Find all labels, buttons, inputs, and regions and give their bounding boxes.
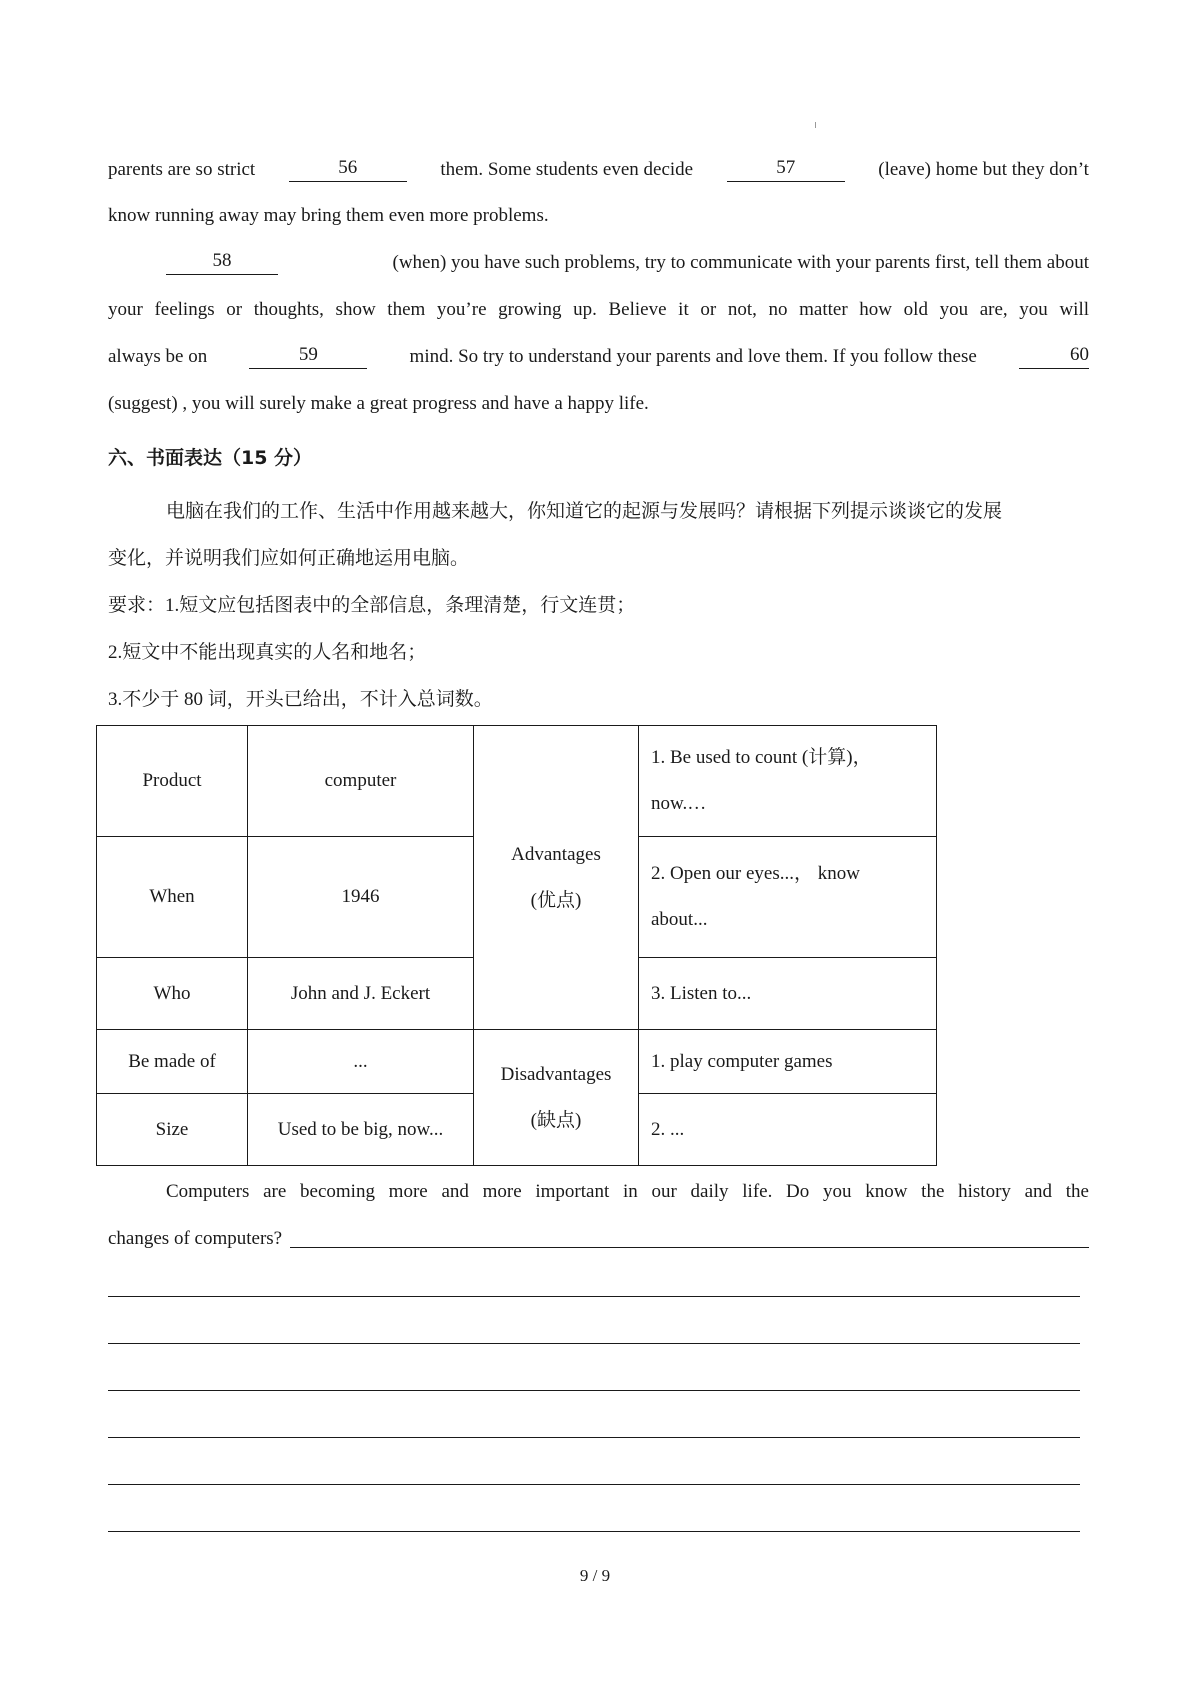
essay-start-text: changes of computers? bbox=[108, 1228, 283, 1249]
passage-text: parents are so strict bbox=[108, 159, 256, 180]
instructions-line-2: 变化，并说明我们应如何正确地运用电脑。 bbox=[108, 548, 470, 569]
size-label: Size bbox=[97, 1094, 248, 1166]
blank-57: 57 bbox=[727, 158, 845, 182]
disadvantage-2: 2. ... bbox=[639, 1094, 937, 1166]
writing-line[interactable] bbox=[108, 1437, 1080, 1438]
writing-line[interactable] bbox=[108, 1531, 1080, 1532]
who-value: John and J. Eckert bbox=[248, 958, 474, 1030]
blank-58: 58 bbox=[166, 251, 278, 275]
blank-56: 56 bbox=[289, 158, 407, 182]
when-label: When bbox=[97, 837, 248, 958]
advantages-label-cn: (优点) bbox=[530, 889, 582, 911]
advantage-1 bbox=[639, 726, 937, 837]
writing-line[interactable] bbox=[108, 1484, 1080, 1485]
made-of-value: ... bbox=[248, 1030, 474, 1094]
page-number: 9 / 9 bbox=[579, 1566, 611, 1585]
advantage-1-line-1: 1. Be used to count (计算)， bbox=[651, 747, 872, 768]
requirement-2: 2.短文中不能出现真实的人名和地名； bbox=[108, 642, 427, 663]
passage-text: (leave) home but they don’t bbox=[878, 159, 1089, 180]
product-value: computer bbox=[248, 726, 474, 837]
who-label: Who bbox=[97, 958, 248, 1030]
disadvantages-label-cn: (缺点) bbox=[530, 1109, 582, 1131]
passage-line-3 bbox=[166, 251, 1089, 275]
requirement-3: 3.不少于 80 词，开头已给出，不计入总词数。 bbox=[108, 689, 493, 710]
writing-line[interactable] bbox=[108, 1296, 1080, 1297]
blank-60: 60 bbox=[1019, 345, 1089, 369]
advantages-label: Advantages bbox=[511, 843, 601, 865]
table-row bbox=[97, 726, 937, 837]
passage-line-1 bbox=[108, 158, 1089, 182]
advantage-2-line-2: about... bbox=[651, 909, 708, 930]
writing-line[interactable] bbox=[108, 1343, 1080, 1344]
size-value: Used to be big, now... bbox=[248, 1094, 474, 1166]
disadvantages-label: Disadvantages bbox=[500, 1063, 612, 1085]
blank-59: 59 bbox=[249, 345, 367, 369]
advantage-2 bbox=[639, 837, 937, 958]
writing-line[interactable] bbox=[290, 1247, 1089, 1248]
advantages-header bbox=[474, 726, 639, 1030]
essay-start-line-2 bbox=[108, 1227, 1089, 1251]
essay-start-line-1: Computers are becoming more and more important in our daily life. Do you know the history and the bbox=[166, 1181, 1089, 1202]
made-of-label: Be made of bbox=[97, 1030, 248, 1094]
disadvantage-1: 1. play computer games bbox=[639, 1030, 937, 1094]
passage-text: (when) you have such problems, try to communicate with your parents first, tell them about bbox=[392, 252, 1089, 273]
advantage-2-line-1: 2. Open our eyes...， know bbox=[651, 863, 860, 884]
when-value: 1946 bbox=[248, 837, 474, 958]
margin-tick-mark bbox=[815, 122, 816, 128]
writing-line[interactable] bbox=[108, 1390, 1080, 1391]
advantage-1-line-2: now.… bbox=[651, 793, 707, 814]
passage-line-2: know running away may bring them even more problems. bbox=[108, 205, 549, 226]
passage-line-4: your feelings or thoughts, show them you’re growing up. Believe it or not, no matter how old you are, you will bbox=[108, 299, 1089, 320]
passage-text: mind. So try to understand your parents and love them. If you follow these bbox=[409, 346, 977, 367]
computer-info-table bbox=[96, 725, 937, 1166]
product-label: Product bbox=[97, 726, 248, 837]
passage-text: them. Some students even decide bbox=[440, 159, 694, 180]
passage-line-5 bbox=[108, 345, 1089, 369]
requirement-1: 要求：1.短文应包括图表中的全部信息，条理清楚，行文连贯； bbox=[108, 595, 636, 616]
advantage-3: 3. Listen to... bbox=[639, 958, 937, 1030]
passage-line-6: (suggest) , you will surely make a great progress and have a happy life. bbox=[108, 393, 649, 414]
passage-text: always be on bbox=[108, 346, 208, 367]
disadvantages-header bbox=[474, 1030, 639, 1166]
section-heading: 六、书面表达（15 分） bbox=[108, 447, 313, 469]
table-row bbox=[97, 1030, 937, 1094]
instructions-line-1: 电脑在我们的工作、生活中作用越来越大，你知道它的起源与发展吗？请根据下列提示谈谈它的发展 bbox=[166, 501, 1003, 522]
